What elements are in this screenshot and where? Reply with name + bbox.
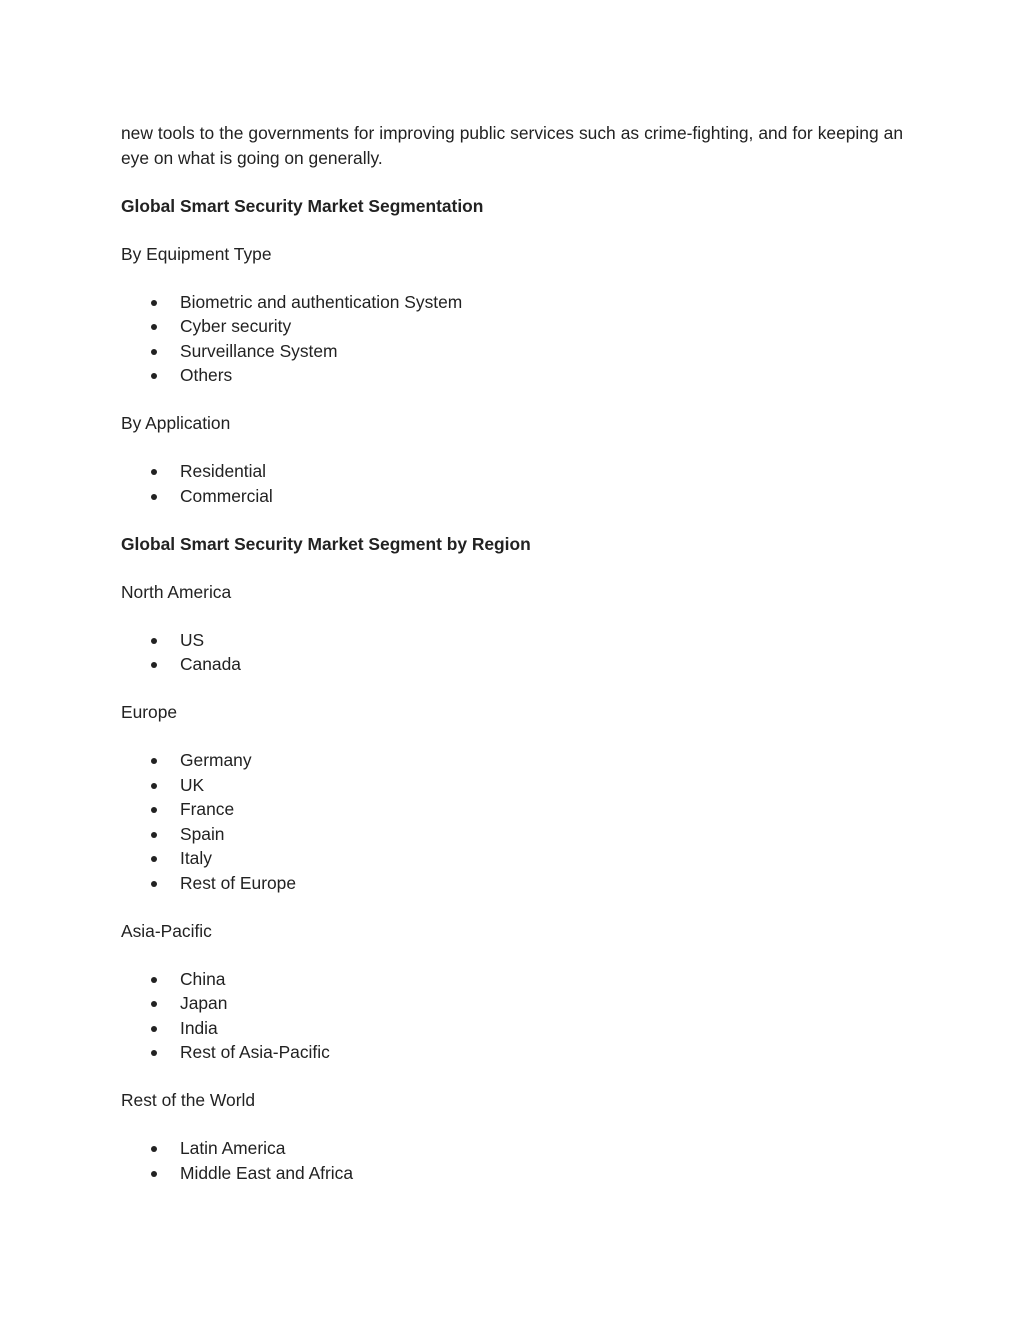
bullet-icon [151,1171,157,1177]
bullet-icon [151,300,157,306]
bullet-icon [151,349,157,355]
bullet-icon [151,1001,157,1007]
list-item: Cyber security [121,314,903,339]
list-item: Others [121,363,903,388]
segmentation-heading: Global Smart Security Market Segmentation [121,195,484,216]
bullet-icon [151,856,157,862]
bullet-icon [151,758,157,764]
list-item: Spain [121,822,903,847]
equipment-type-subheading: By Equipment Type [121,243,272,264]
application-list [121,459,903,508]
list-item: Germany [121,748,903,773]
list-item: Rest of Asia-Pacific [121,1040,903,1065]
document-page [121,121,903,1185]
list-item: Latin America [121,1136,903,1161]
europe-subheading: Europe [121,702,178,722]
region-heading: Global Smart Security Market Segment by Region [121,533,531,554]
asia-pacific-list [121,967,903,1065]
bullet-icon [151,783,157,789]
north-america-list [121,628,903,677]
list-item: France [121,797,903,822]
bullet-icon [151,881,157,887]
asia-pacific-subheading: Asia-Pacific [121,920,212,941]
list-item: Biometric and authentication System [121,290,903,315]
list-item: Rest of Europe [121,871,903,896]
bullet-icon [151,469,157,475]
bullet-icon [151,1050,157,1056]
bullet-icon [151,1026,157,1032]
rest-of-world-subheading: Rest of the World [121,1090,256,1110]
rest-of-world-list [121,1136,903,1185]
bullet-icon [151,832,157,838]
application-subheading: By Application [121,413,231,433]
list-item: Japan [121,991,903,1016]
europe-list [121,748,903,895]
list-item: Middle East and Africa [121,1161,903,1186]
list-item: Italy [121,846,903,871]
bullet-icon [151,494,157,500]
list-item: Surveillance System [121,339,903,364]
list-item: China [121,967,903,992]
list-item: Commercial [121,484,903,509]
list-item: India [121,1016,903,1041]
list-item: Canada [121,652,903,677]
bullet-icon [151,807,157,813]
bullet-icon [151,1146,157,1152]
bullet-icon [151,977,157,983]
equipment-type-list [121,290,903,388]
list-item: US [121,628,903,653]
bullet-icon [151,638,157,644]
list-item: Residential [121,459,903,484]
bullet-icon [151,324,157,330]
bullet-icon [151,662,157,668]
bullet-icon [151,373,157,379]
list-item: UK [121,773,903,798]
north-america-subheading: North America [121,581,232,602]
intro-paragraph: new tools to the governments for improving public services such as crime-fighting, and for keeping an eye on what is going on generally. [121,123,903,168]
